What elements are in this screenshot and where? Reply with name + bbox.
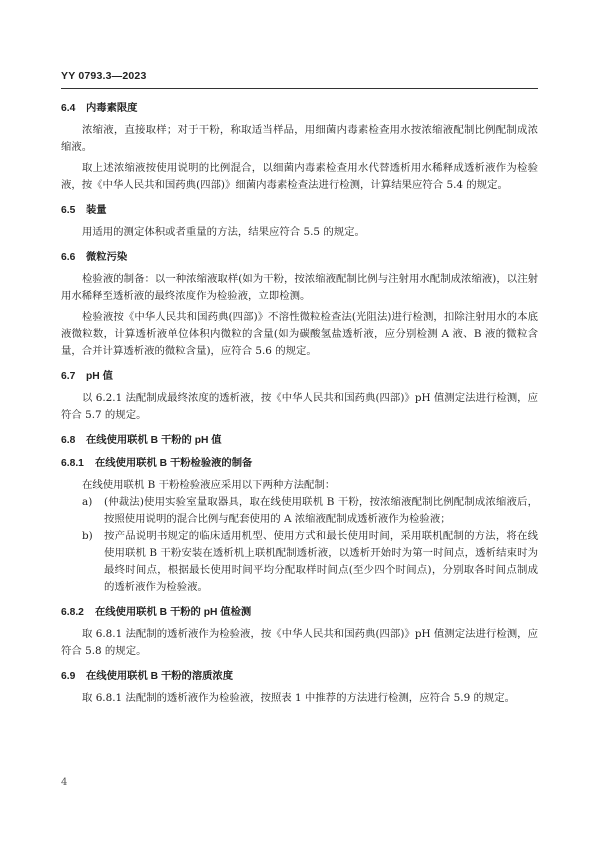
section-number: 6.8.2 bbox=[61, 607, 84, 618]
section-title: 内毒素限度 bbox=[86, 103, 138, 114]
paragraph: 以 6.2.1 法配制成最终浓度的透析液，按《中华人民共和国药典(四部)》pH 值测定法进行检测，应符合 5.7 的规定。 bbox=[61, 392, 538, 421]
section-title: 在线使用联机 B 干粉的 pH 值 bbox=[86, 435, 222, 446]
paragraph: 用适用的测定体积或者重量的方法，结果应符合 5.5 的规定。 bbox=[82, 226, 365, 238]
paragraph: 检验液的制备：以一种浓缩液取样(如为干粉，按浓缩液配制比例与注射用水配制成浓缩液)，以注射用水稀释至透析液的最终浓度作为检验液，立即检测。 bbox=[61, 273, 538, 302]
page-number: 4 bbox=[61, 777, 68, 788]
section-6-8-1-heading bbox=[61, 455, 538, 472]
paragraph: 浓缩液，直接取样；对于干粉，称取适当样品，用细菌内毒素检查用水按浓缩液配制比例配制成浓缩液。 bbox=[61, 124, 538, 153]
section-number: 6.7 bbox=[61, 371, 76, 382]
section-number: 6.4 bbox=[61, 103, 76, 114]
paragraph: 检验液按《中华人民共和国药典(四部)》不溶性微粒检查法(光阻法)进行检测，扣除注射用水的本底液微粒数，计算透析液单位体积内微粒的含量(如为碳酸氢盐透析液，应分别检测 A 液、B 液的微粒含量，合并计算透析液的微粒含量)，应符合 5.6 的规定。 bbox=[61, 311, 538, 357]
paragraph: 取 6.8.1 法配制的透析液作为检验液，按照表 1 中推荐的方法进行检测，应符合 5.9 的规定。 bbox=[82, 692, 516, 704]
section-title: 在线使用联机 B 干粉的 pH 值检测 bbox=[95, 607, 252, 618]
section-6-6-heading bbox=[61, 249, 538, 266]
section-6-8-heading bbox=[61, 432, 538, 449]
section-title: 在线使用联机 B 干粉的溶质浓度 bbox=[86, 671, 234, 682]
section-6-4-heading bbox=[61, 100, 538, 117]
section-number: 6.8.1 bbox=[61, 458, 84, 469]
paragraph: 在线使用联机 B 干粉检验液应采用以下两种方法配制： bbox=[82, 479, 336, 491]
section-6-9-heading bbox=[61, 668, 538, 685]
list-item bbox=[61, 494, 538, 528]
header-rule bbox=[61, 88, 538, 89]
section-number: 6.9 bbox=[61, 671, 76, 682]
section-title: 装量 bbox=[86, 205, 107, 216]
section-title: 微粒污染 bbox=[86, 252, 128, 263]
list-item-text: (仲裁法)使用实验室量取器具，取在线使用联机 B 干粉，按浓缩液配制比例配制成浓缩液后，按照使用说明的混合比例与配套使用的 A 浓缩液配制成透析液作为检验液； bbox=[104, 496, 538, 525]
list-item-text: 按产品说明书规定的临床适用机型、使用方式和最长使用时间，采用联机配制的方法，将在线使用联机 B 干粉安装在透析机上联机配制透析液，以透析开始时为第一时间点，透析结束时为最终时间点，根据最长使用时间平均分配取样时间点(至少四个时间点)，分别取各时间点制成的透析液作为检验液。 bbox=[104, 530, 538, 593]
section-6-8-2-heading bbox=[61, 604, 538, 621]
standard-code: YY 0793.3—2023 bbox=[61, 70, 147, 82]
section-number: 6.5 bbox=[61, 205, 76, 216]
section-number: 6.6 bbox=[61, 252, 76, 263]
section-number: 6.8 bbox=[61, 435, 76, 446]
paragraph: 取上述浓缩液按使用说明的比例混合，以细菌内毒素检查用水代替透析用水稀释成透析液作为检验液，按《中华人民共和国药典(四部)》细菌内毒素检查法进行检测，计算结果应符合 5.4 的规定。 bbox=[61, 162, 538, 191]
section-6-7-heading bbox=[61, 368, 538, 385]
document-body bbox=[61, 100, 538, 707]
section-title: pH 值 bbox=[86, 371, 113, 382]
section-6-5-heading bbox=[61, 202, 538, 219]
section-title: 在线使用联机 B 干粉检验液的制备 bbox=[95, 458, 253, 469]
list-marker: b) bbox=[82, 530, 93, 542]
paragraph: 取 6.8.1 法配制的透析液作为检验液，按《中华人民共和国药典(四部)》pH 值测定法进行检测，应符合 5.8 的规定。 bbox=[61, 628, 538, 657]
list-item bbox=[61, 528, 538, 596]
list-marker: a) bbox=[82, 496, 93, 508]
